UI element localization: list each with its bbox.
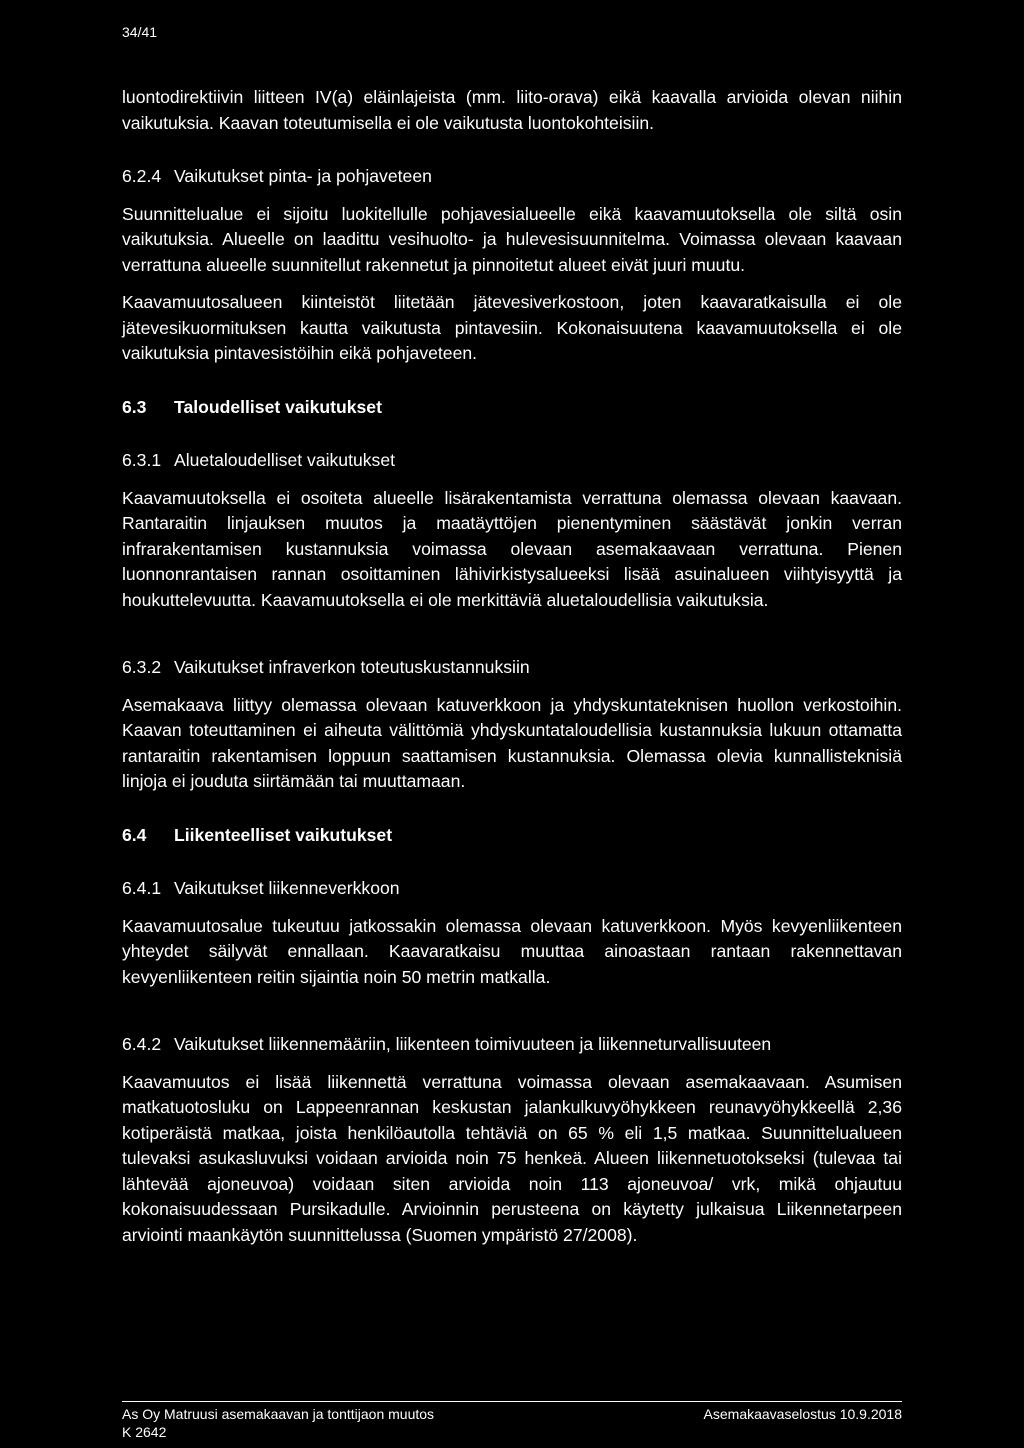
paragraph: Suunnittelualue ei sijoitu luokitellulle pohjavesialueelle eikä kaavamuutoksella ole siltä osin vaikutuksia. Alueelle on laadittu vesihuolto- ja hulevesisuunnitelma. Voimassa olevaan kaavaan verrattuna alueelle suunnitellut rakennetut ja pinnoitetut alueet eivät juuri muutu. bbox=[122, 203, 902, 275]
document-body bbox=[122, 85, 902, 1248]
heading-text: Vaikutukset infraverkon toteutuskustannuksiin bbox=[174, 657, 530, 677]
paragraph: Kaavamuutosalueen kiinteistöt liitetään jätevesiverkostoon, joten kaavaratkaisulla ei ole jätevesikuormituksen kautta vaikutusta pintavesiin. Kokonaisuutena kaavamuutoksella ei ole vaikutuksia pintavesistöihin eikä pohjaveteen. bbox=[122, 292, 902, 363]
heading-text: Vaikutukset liikennemääriin, liikenteen toimivuuteen ja liikenneturvallisuuteen bbox=[174, 1034, 772, 1054]
paragraph: luontodirektiivin liitteen IV(a) eläinlajeista (mm. liito-orava) eikä kaavalla arvioida olevan niihin vaikutuksia. Kaavan toteutumisella ei ole vaikutusta luontokohteisiin. bbox=[122, 87, 902, 133]
footer-title: As Oy Matruusi asemakaavan ja tonttijaon muutos bbox=[122, 1406, 435, 1422]
page-footer bbox=[122, 1401, 902, 1441]
heading-6-3 bbox=[122, 395, 902, 421]
footer-code: K 2642 bbox=[122, 1424, 167, 1440]
heading-number: 6.4.1 bbox=[122, 878, 162, 898]
page-number: 34/41 bbox=[122, 24, 158, 40]
heading-number: 6.2.4 bbox=[122, 166, 162, 186]
heading-number: 6.3 bbox=[122, 396, 147, 417]
heading-text: Vaikutukset pinta- ja pohjaveteen bbox=[174, 166, 432, 186]
heading-6-4-2 bbox=[122, 1032, 902, 1058]
paragraph: Kaavamuutosalue tukeutuu jatkossakin olemassa olevaan katuverkkoon. Myös kevyenliikenteen yhteydet säilyvät ennallaan. Kaavaratkaisu muuttaa ainoastaan rantaan rakennettavan kevyenliikenteen reitin sijaintia noin 50 metrin matkalla. bbox=[122, 915, 902, 987]
heading-text: Aluetaloudelliset vaikutukset bbox=[174, 450, 396, 470]
heading-6-3-2 bbox=[122, 655, 902, 681]
heading-text: Vaikutukset liikenneverkkoon bbox=[174, 878, 400, 898]
heading-text: Taloudelliset vaikutukset bbox=[174, 396, 382, 417]
heading-number: 6.4.2 bbox=[122, 1034, 162, 1054]
heading-number: 6.3.2 bbox=[122, 657, 162, 677]
footer-document: Asemakaavaselostus 10.9.2018 bbox=[703, 1406, 902, 1422]
paragraph: Asemakaava liittyy olemassa olevaan katuverkkoon ja yhdyskuntateknisen huollon verkostoihin. Kaavan toteuttaminen ei aiheuta välittömiä yhdyskuntataloudellisia kustannuksia lukuun ottamatta rantaraitin rakentamisen loppuun saattamisen kustannuksia. Olemassa olevia kunnallisteknisiä linjoja ei jouduta siirtämään tai muuttamaan. bbox=[122, 694, 902, 791]
heading-6-3-1 bbox=[122, 448, 902, 474]
heading-text: Liikenteelliset vaikutukset bbox=[174, 824, 393, 845]
heading-6-4-1 bbox=[122, 876, 902, 902]
heading-6-2-4 bbox=[122, 164, 902, 190]
heading-number: 6.3.1 bbox=[122, 450, 162, 470]
heading-6-4 bbox=[122, 823, 902, 849]
paragraph: Kaavamuutoksella ei osoiteta alueelle lisärakentamista verrattuna olemassa olevaan kaavaan. Rantaraitin linjauksen muutos ja maatäyttöjen pienentyminen säästävät jonkin verran infrarakentamisen kustannuksia voimassa olevaan asemakaavaan verrattuna. Pienen luonnonrantaisen rannan osoittaminen lähivirkistysalueeksi lisää asuinalueen viihtyisyyttä ja houkuttelevuutta. Kaavamuutoksella ei ole merkittäviä aluetaloudellisia vaikutuksia. bbox=[122, 487, 902, 610]
paragraph: Kaavamuutos ei lisää liikennettä verrattuna voimassa olevaan asemakaavaan. Asumisen matkatuotosluku on Lappeenrannan keskustan jalankulkuvyöhykkeen reunavyöhykkeellä 2,36 kotiperäistä matkaa, joista henkilöautolla tehtäviä on 65 % eli 1,5 matkaa. Suunnittelualueen tulevaksi asukasluvuksi voidaan arvioida noin 75 henkeä. Alueen liikennetuotokseksi (tulevaa tai lähtevää ajoneuvoa) voidaan siten arvioida noin 113 ajoneuvoa/ vrk, mikä ohjautuu kokonaisuudessaan Pursikadulle. Arvioinnin perusteena on käytetty julkaisua Liikennetarpeen arviointi maankäytön suunnittelussa (Suomen ympäristö 27/2008). bbox=[122, 1071, 902, 1245]
heading-number: 6.4 bbox=[122, 824, 147, 845]
